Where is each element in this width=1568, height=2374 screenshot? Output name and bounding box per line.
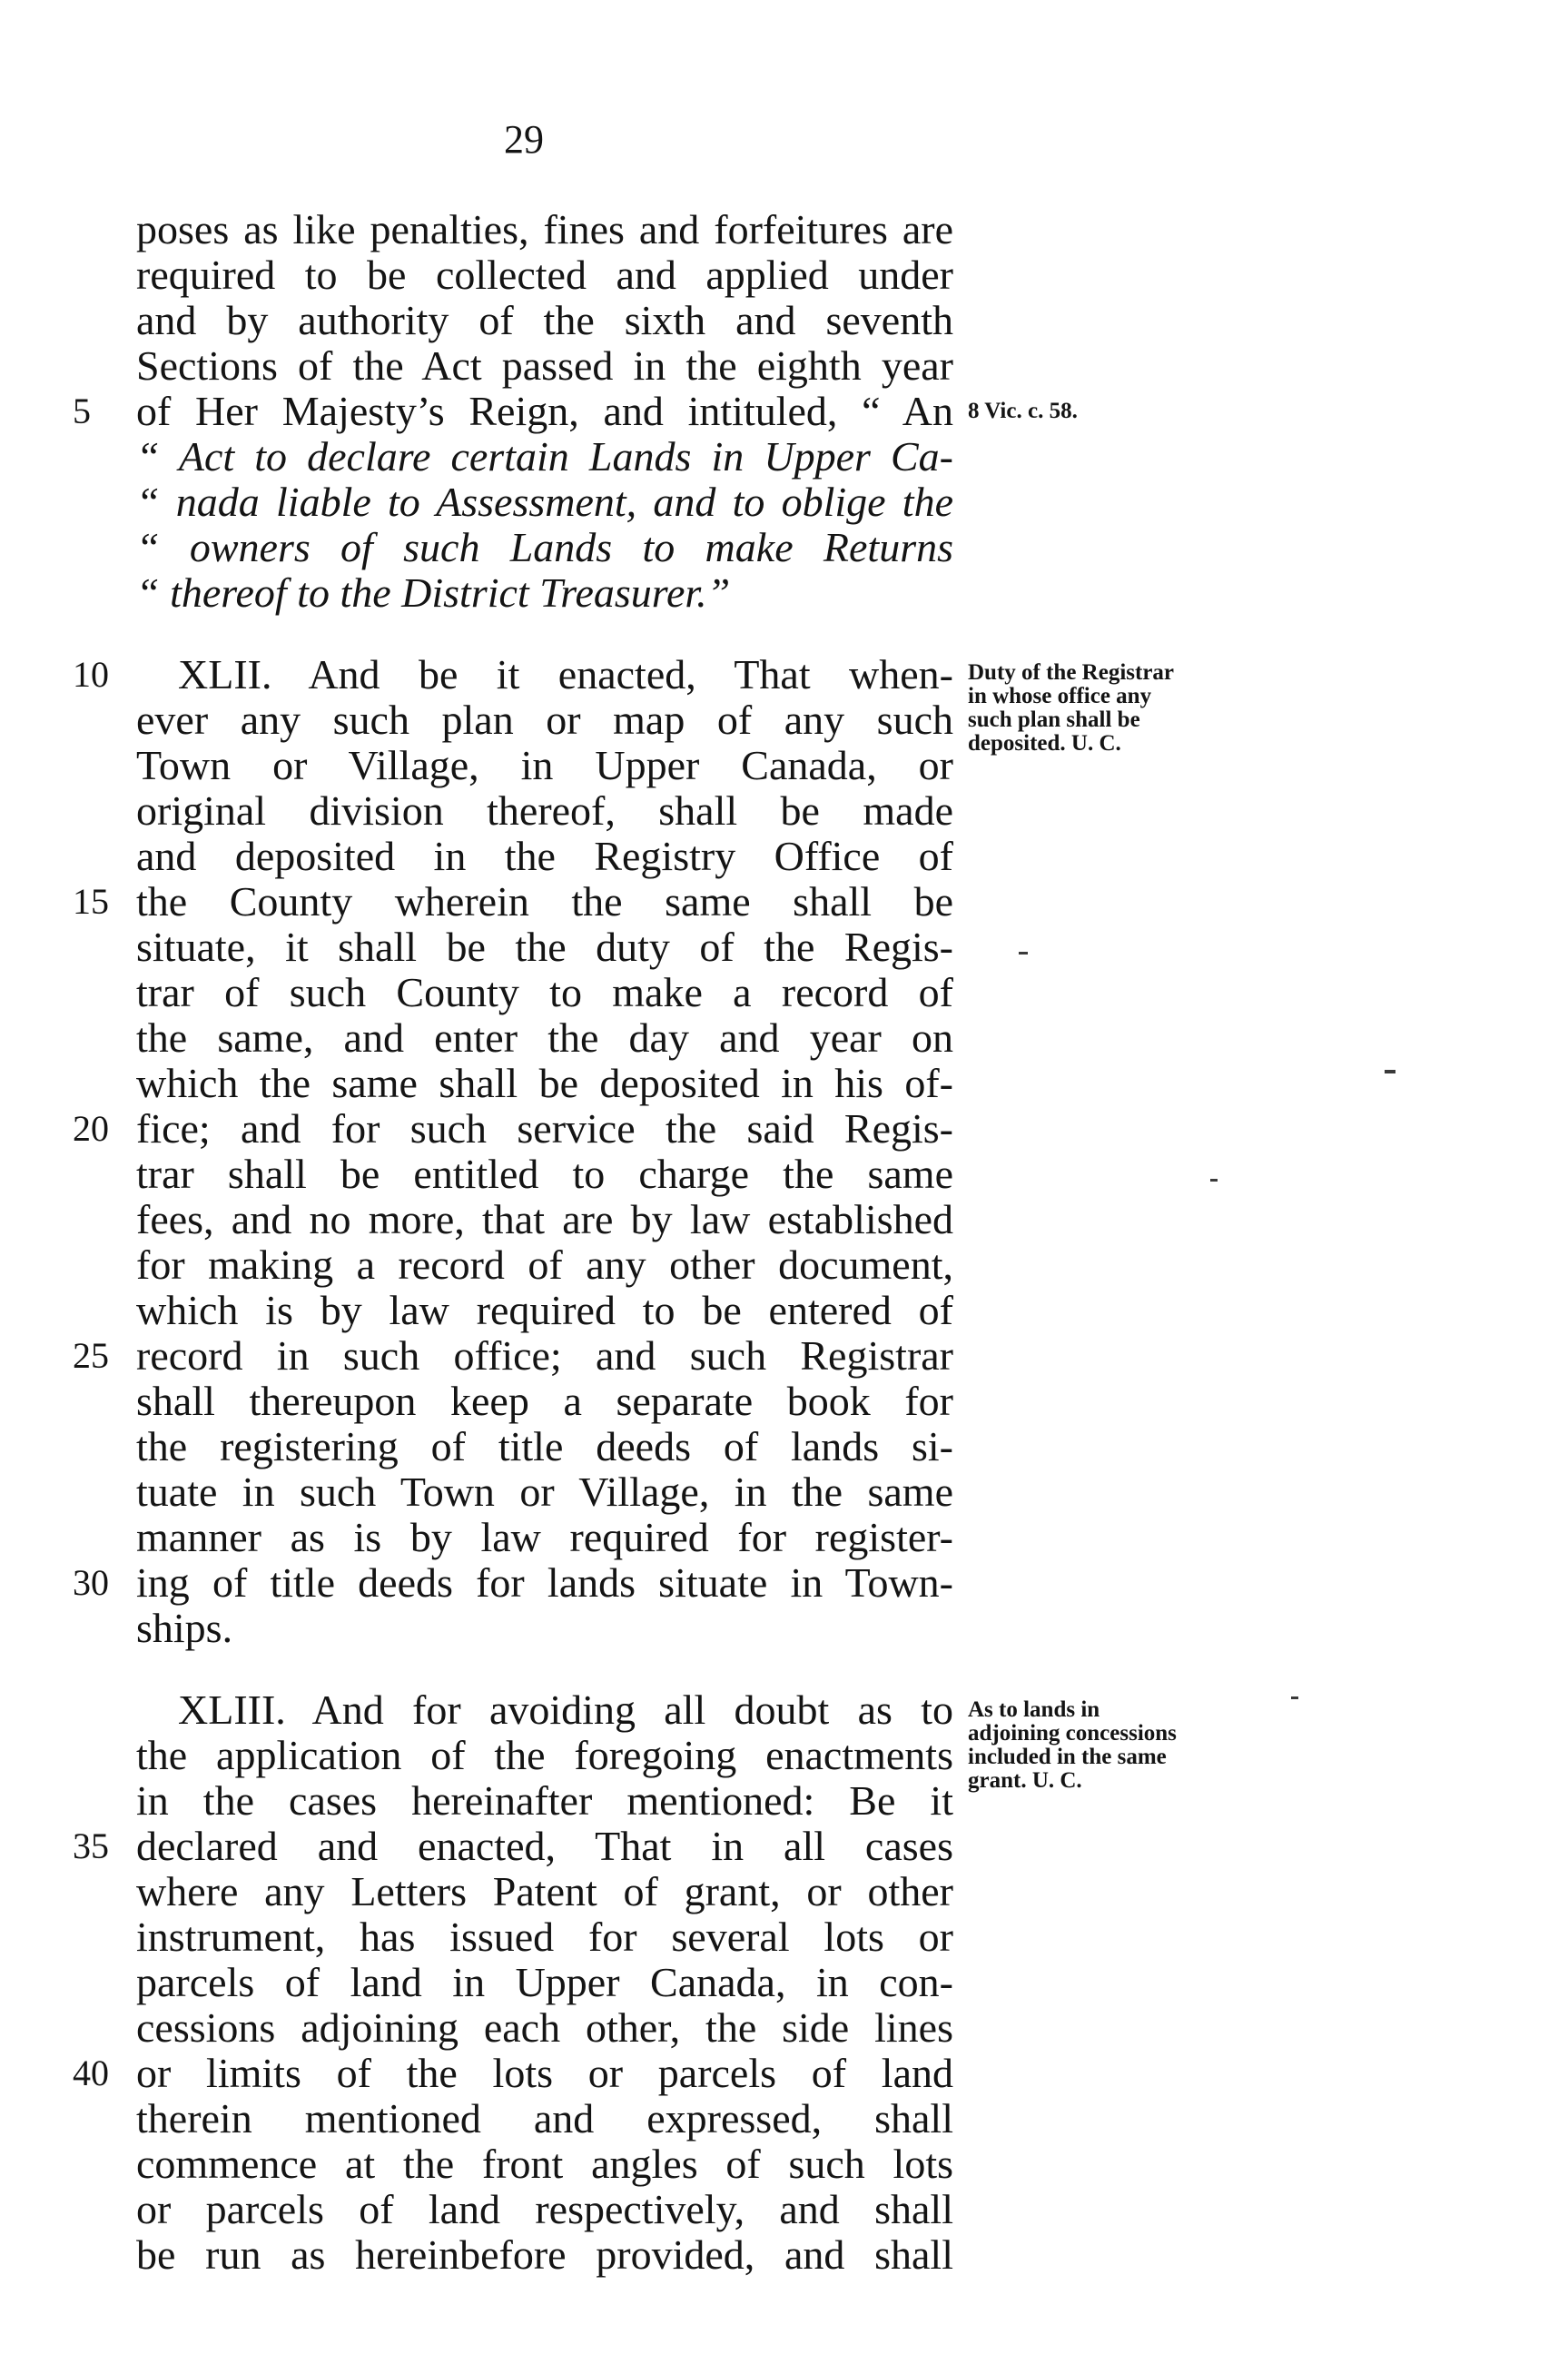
text-line: the same, and enter the day and year on — [136, 1014, 953, 1061]
scan-speck — [1291, 1696, 1298, 1699]
text-line: “ thereof to the District Treasurer.” — [136, 569, 731, 616]
text-line: of Her Majesty’s Reign, and intituled, “ An — [136, 388, 953, 434]
text-line: which is by law required to be entered of — [136, 1287, 953, 1333]
text-line: commence at the front angles of such lots — [136, 2141, 953, 2187]
text-line: Town or Village, in Upper Canada, or — [136, 742, 953, 788]
scan-speck — [1019, 952, 1028, 955]
line-number: 15 — [73, 881, 109, 922]
text-line: required to be collected and applied under — [136, 252, 953, 298]
text-line: XLIII. And for avoiding all doubt as to — [178, 1687, 953, 1733]
text-line: fice; and for such service the said Regis- — [136, 1105, 953, 1152]
text-line: ever any such plan or map of any such — [136, 697, 953, 743]
text-line: poses as like penalties, fines and forfeitures are — [136, 206, 953, 252]
text-line: and deposited in the Registry Office of — [136, 833, 953, 879]
margin-note: 8 Vic. c. 58. — [968, 399, 1078, 423]
text-line: “ owners of such Lands to make Returns — [136, 524, 953, 570]
scan-speck — [1210, 1179, 1218, 1182]
text-line: the application of the foregoing enactments — [136, 1732, 953, 1778]
line-number: 30 — [73, 1562, 109, 1603]
line-number: 25 — [73, 1335, 109, 1376]
line-number: 40 — [73, 2053, 109, 2093]
line-number: 5 — [73, 391, 91, 431]
margin-note: As to lands in adjoining concessions included in the same grant. U. C. — [968, 1697, 1177, 1793]
margin-note: Duty of the Registrar in whose office any such plan shall be deposited. U. C. — [968, 660, 1174, 756]
scan-speck — [1385, 1070, 1395, 1073]
text-line: therein mentioned and expressed, shall — [136, 2095, 953, 2142]
line-number: 10 — [73, 654, 109, 695]
text-line: “ nada liable to Assessment, and to oblige the — [136, 479, 953, 525]
text-line: or parcels of land respectively, and shall — [136, 2186, 953, 2232]
text-line: parcels of land in Upper Canada, in con- — [136, 1959, 953, 2005]
line-number: 35 — [73, 1825, 109, 1866]
text-line: ships. — [136, 1605, 233, 1651]
text-line: trar shall be entitled to charge the same — [136, 1151, 953, 1197]
text-line: declared and enacted, That in all cases — [136, 1823, 953, 1869]
text-line: fees, and no more, that are by law established — [136, 1196, 953, 1242]
text-line: record in such office; and such Registrar — [136, 1332, 953, 1379]
page-number: 29 — [504, 117, 544, 162]
text-line: XLII. And be it enacted, That when- — [178, 651, 953, 697]
text-line: trar of such County to make a record of — [136, 969, 953, 1015]
text-line: the registering of title deeds of lands si- — [136, 1423, 953, 1469]
text-line: which the same shall be deposited in his of- — [136, 1060, 953, 1106]
text-line: ing of title deeds for lands situate in Town- — [136, 1559, 953, 1606]
text-line: situate, it shall be the duty of the Regis- — [136, 924, 953, 970]
text-line: the County wherein the same shall be — [136, 878, 953, 925]
text-line: shall thereupon keep a separate book for — [136, 1378, 953, 1424]
text-line: in the cases hereinafter mentioned: Be it — [136, 1777, 953, 1824]
text-line: and by authority of the sixth and seventh — [136, 297, 953, 343]
text-line: Sections of the Act passed in the eighth year — [136, 342, 953, 389]
text-line: where any Letters Patent of grant, or other — [136, 1868, 953, 1914]
text-line: be run as hereinbefore provided, and shall — [136, 2231, 953, 2278]
text-line: cessions adjoining each other, the side lines — [136, 2004, 953, 2051]
text-line: original division thereof, shall be made — [136, 787, 953, 834]
text-line: or limits of the lots or parcels of land — [136, 2050, 953, 2096]
line-number: 20 — [73, 1108, 109, 1149]
text-line: for making a record of any other document, — [136, 1241, 953, 1288]
text-line: tuate in such Town or Village, in the same — [136, 1469, 953, 1515]
text-line: manner as is by law required for register- — [136, 1514, 953, 1560]
text-line: instrument, has issued for several lots or — [136, 1914, 953, 1960]
text-line: “ Act to declare certain Lands in Upper Ca- — [136, 433, 953, 480]
